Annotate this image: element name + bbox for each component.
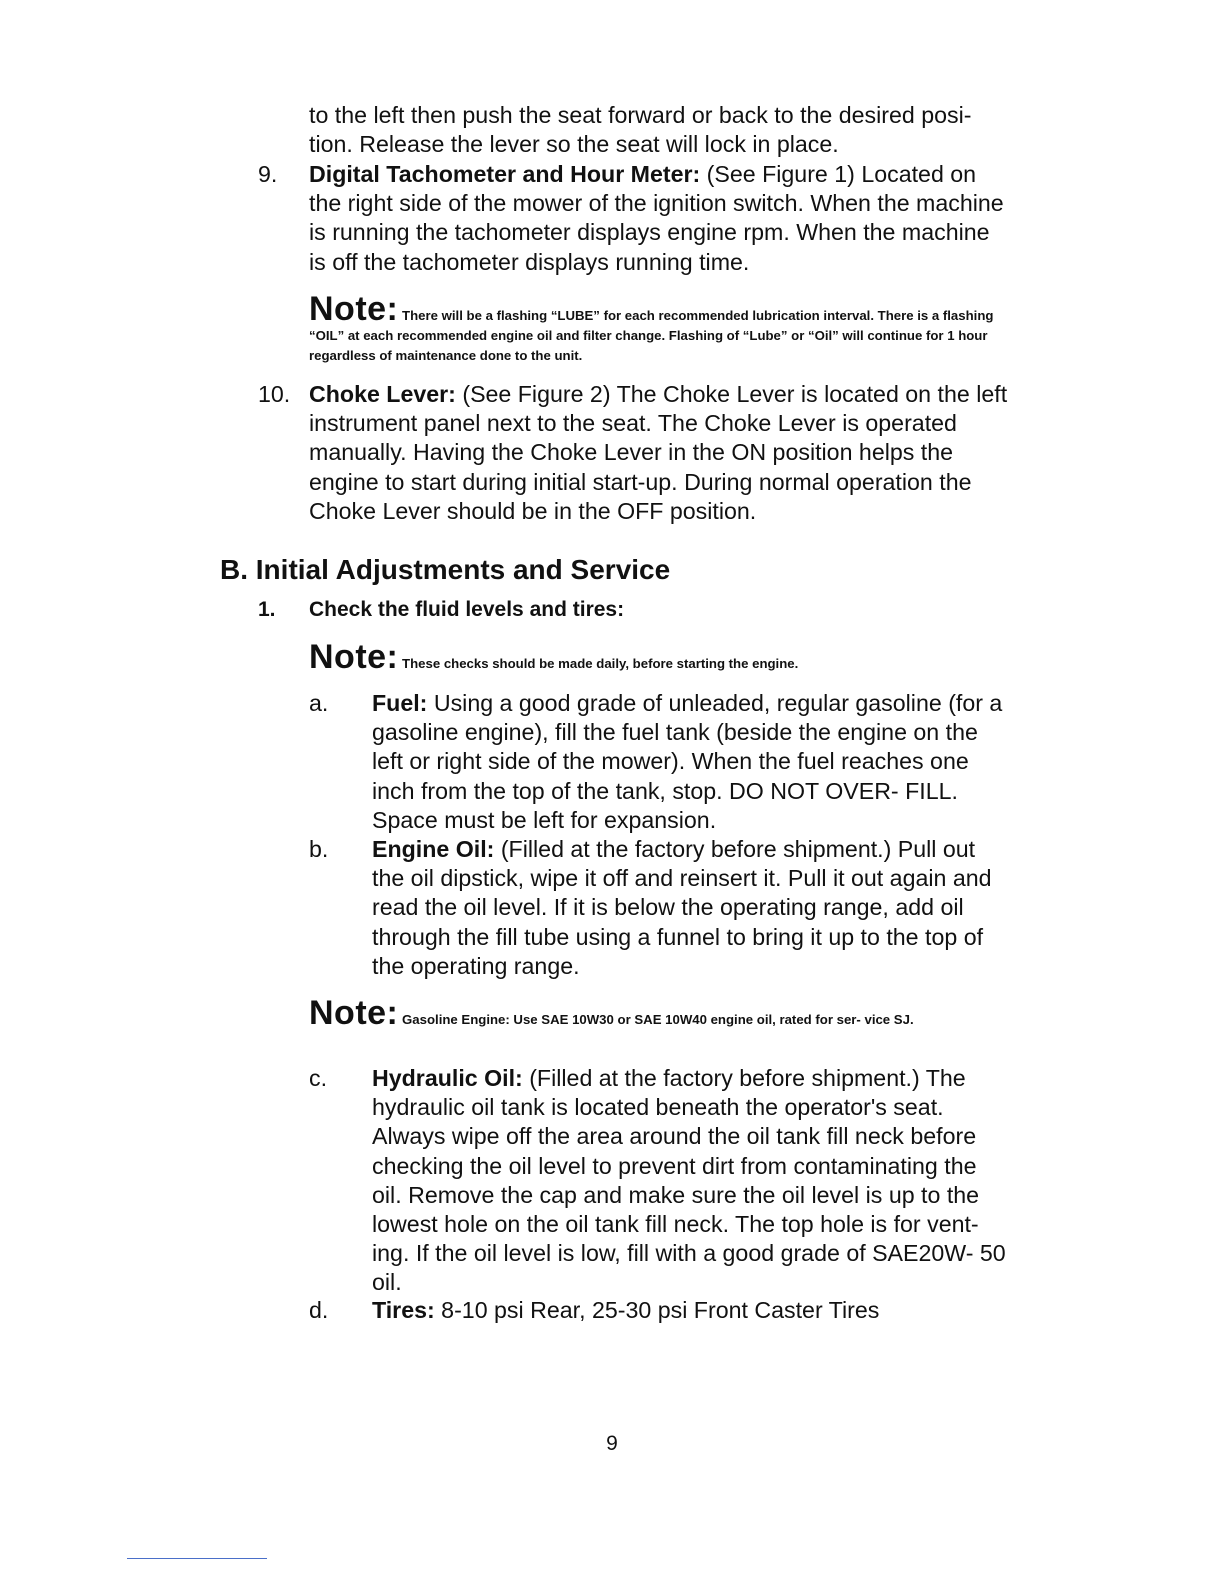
item-c-letter: c. — [309, 1065, 328, 1091]
item-b-body — [372, 835, 1012, 981]
item-d-text: 8-10 psi Rear, 25-30 psi Front Caster Tires — [434, 1297, 880, 1323]
item-b-text: (Filled at the factory before shipment.) Pull out the oil dipstick, wipe it off and reinsert it. Pull it out again and read the oil level. If it is below the operating range, add oil through the fill tube using a funnel to bring it up to the top of the operating range. — [372, 836, 992, 979]
item-9-text: (See Figure 1) Located on the right side of the mower of the ignition switch. When the machine is running the tachometer displays engine rpm. When the machine is off the tachometer displays running time. — [309, 161, 1004, 275]
item-10-body — [309, 380, 1009, 526]
top-paragraph: to the left then push the seat forward or back to the desired posi- tion. Release the lever so the seat will lock in place. — [309, 102, 972, 158]
page-number: 9 — [606, 1432, 618, 1455]
item-b-letter: b. — [309, 836, 329, 862]
item-a-body — [372, 689, 1012, 835]
note-2-label: Note: — [309, 638, 399, 676]
item-c-body — [372, 1064, 1012, 1298]
section-b-heading: B. Initial Adjustments and Service — [220, 554, 671, 585]
note-1-label: Note: — [309, 290, 399, 328]
item-9-body — [309, 160, 1009, 277]
item-c-text: (Filled at the factory before shipment.) The hydraulic oil tank is located beneath the operator's seat. Always wipe off the area around the oil tank fill neck before checking the oil level to prevent dirt from contaminating the oil. Remove the cap and make sure the oil level is up to the lowest hole on the oil tank fill neck. The top hole is for vent- ing. If the oil level is low, fill with a good grade of SAE20W- 50 oil. — [372, 1065, 1006, 1296]
note-3-label: Note: — [309, 994, 399, 1032]
item-9-number: 9. — [258, 161, 278, 187]
item-a-title: Fuel: — [372, 690, 428, 716]
item-d-title: Tires: — [372, 1297, 435, 1323]
item-10-text: (See Figure 2) The Choke Lever is located on the left instrument panel next to the seat. The Choke Lever is operated manually. Having the Choke Lever in the ON position helps the engine to start during initial start-up. During normal operation the Choke Lever should be in the OFF position. — [309, 381, 1008, 524]
note-engine-oil — [309, 996, 1009, 1030]
item-b-title: Engine Oil: — [372, 836, 495, 862]
note-daily-checks — [309, 640, 1009, 674]
step-1-number: 1. — [258, 598, 276, 621]
item-a-text: Using a good grade of unleaded, regular gasoline (for a gasoline engine), fill the fuel tank (beside the engine on the left or right side of the mower). When the fuel reaches one inch from the top of the tank, stop. DO NOT OVER- FILL. Space must be left for expansion. — [372, 690, 1003, 833]
item-d-body — [372, 1296, 1012, 1325]
item-10-number: 10. — [258, 381, 291, 407]
item-a-letter: a. — [309, 690, 329, 716]
item-d-letter: d. — [309, 1297, 329, 1323]
note-3-text: Gasoline Engine: Use SAE 10W30 or SAE 10W40 engine oil, rated for ser- vice SJ. — [398, 1012, 914, 1027]
note-lubrication — [309, 292, 1009, 366]
item-c-title: Hydraulic Oil: — [372, 1065, 523, 1091]
step-1-title: Check the fluid levels and tires: — [309, 598, 625, 621]
note-2-text: These checks should be made daily, before starting the engine. — [398, 656, 799, 671]
footer-rule — [127, 1558, 267, 1559]
item-9-title: Digital Tachometer and Hour Meter: — [309, 161, 701, 187]
item-10-title: Choke Lever: — [309, 381, 456, 407]
note-1-text: There will be a flashing “LUBE” for each recommended lubrication interval. There is a flashing “OIL” at each recommended engine oil and filter change. Flashing of “Lube” or “Oil” will continue for 1 hour regardless of maintenance done to the unit. — [309, 308, 994, 363]
